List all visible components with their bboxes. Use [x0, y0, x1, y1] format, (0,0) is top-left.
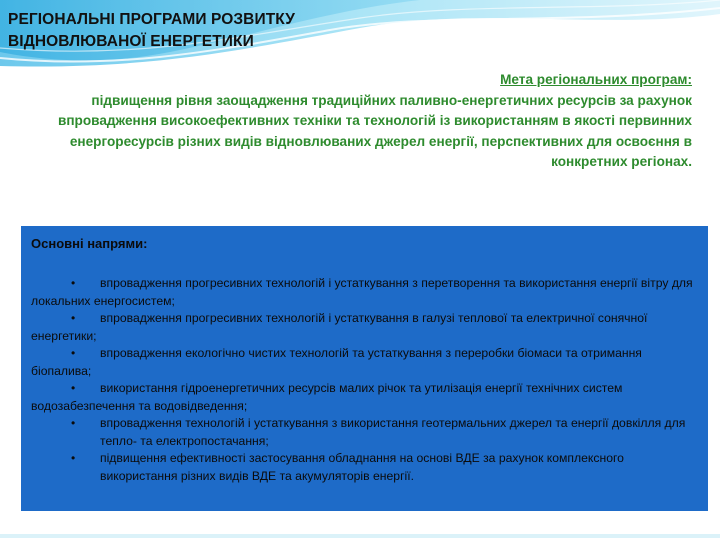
slide-title-line-2: ВІДНОВЛЮВАНОЇ ЕНЕРГЕТИКИ — [8, 33, 254, 50]
direction-text: впровадження прогресивних технологій і устаткування в галузі теплової та електричної сонячної енергетики; — [31, 311, 648, 343]
directions-list — [31, 275, 698, 485]
bullet-icon: • — [71, 416, 76, 430]
bullet-icon: • — [71, 451, 76, 465]
slide-title — [8, 9, 295, 53]
direction-item — [31, 310, 698, 345]
direction-item — [31, 275, 698, 310]
direction-text: підвищення ефективності застосування обладнання на основі ВДЕ за рахунок комплексного використання різних видів ВДЕ та акумуляторів енергії. — [100, 451, 624, 483]
goal-heading: Мета регіональних програм: — [500, 72, 692, 87]
directions-heading: Основні напрями: — [31, 236, 148, 251]
bullet-icon: • — [71, 311, 76, 325]
bullet-icon: • — [71, 346, 76, 360]
bullet-icon: • — [71, 381, 76, 395]
slide-title-line-1: РЕГІОНАЛЬНІ ПРОГРАМИ РОЗВИТКУ — [8, 11, 295, 28]
bullet-icon: • — [71, 276, 76, 290]
goal-text: підвищення рівня заощадження традиційних паливно-енергетичних ресурсів за рахунок впровадження високоефективних техніки та технологій із використанням в якості первинних енергоресурсів різних видів відновлюваних джерел енергії, перспективних для освоєння в конкретних регіонах. — [57, 92, 692, 169]
directions-panel — [21, 226, 708, 511]
goal-section — [40, 70, 692, 173]
direction-item — [31, 415, 698, 450]
direction-item — [31, 450, 698, 485]
direction-text: впровадження екологічно чистих технологій та устаткування з переробки біомаси та отримання біопалива; — [31, 346, 642, 378]
direction-text: впровадження прогресивних технологій і устаткування з перетворення та використання енергії вітру для локальних енергосистем; — [31, 276, 693, 308]
direction-item — [31, 345, 698, 380]
direction-text: впровадження технологій і устаткування з використання геотермальних джерел та енергії довкілля для тепло- та електропостачання; — [100, 416, 686, 448]
direction-item — [31, 380, 698, 415]
direction-text: використання гідроенергетичних ресурсів малих річок та утилізація енергії технічних систем водозабезпечення та водовідведення; — [31, 381, 623, 413]
